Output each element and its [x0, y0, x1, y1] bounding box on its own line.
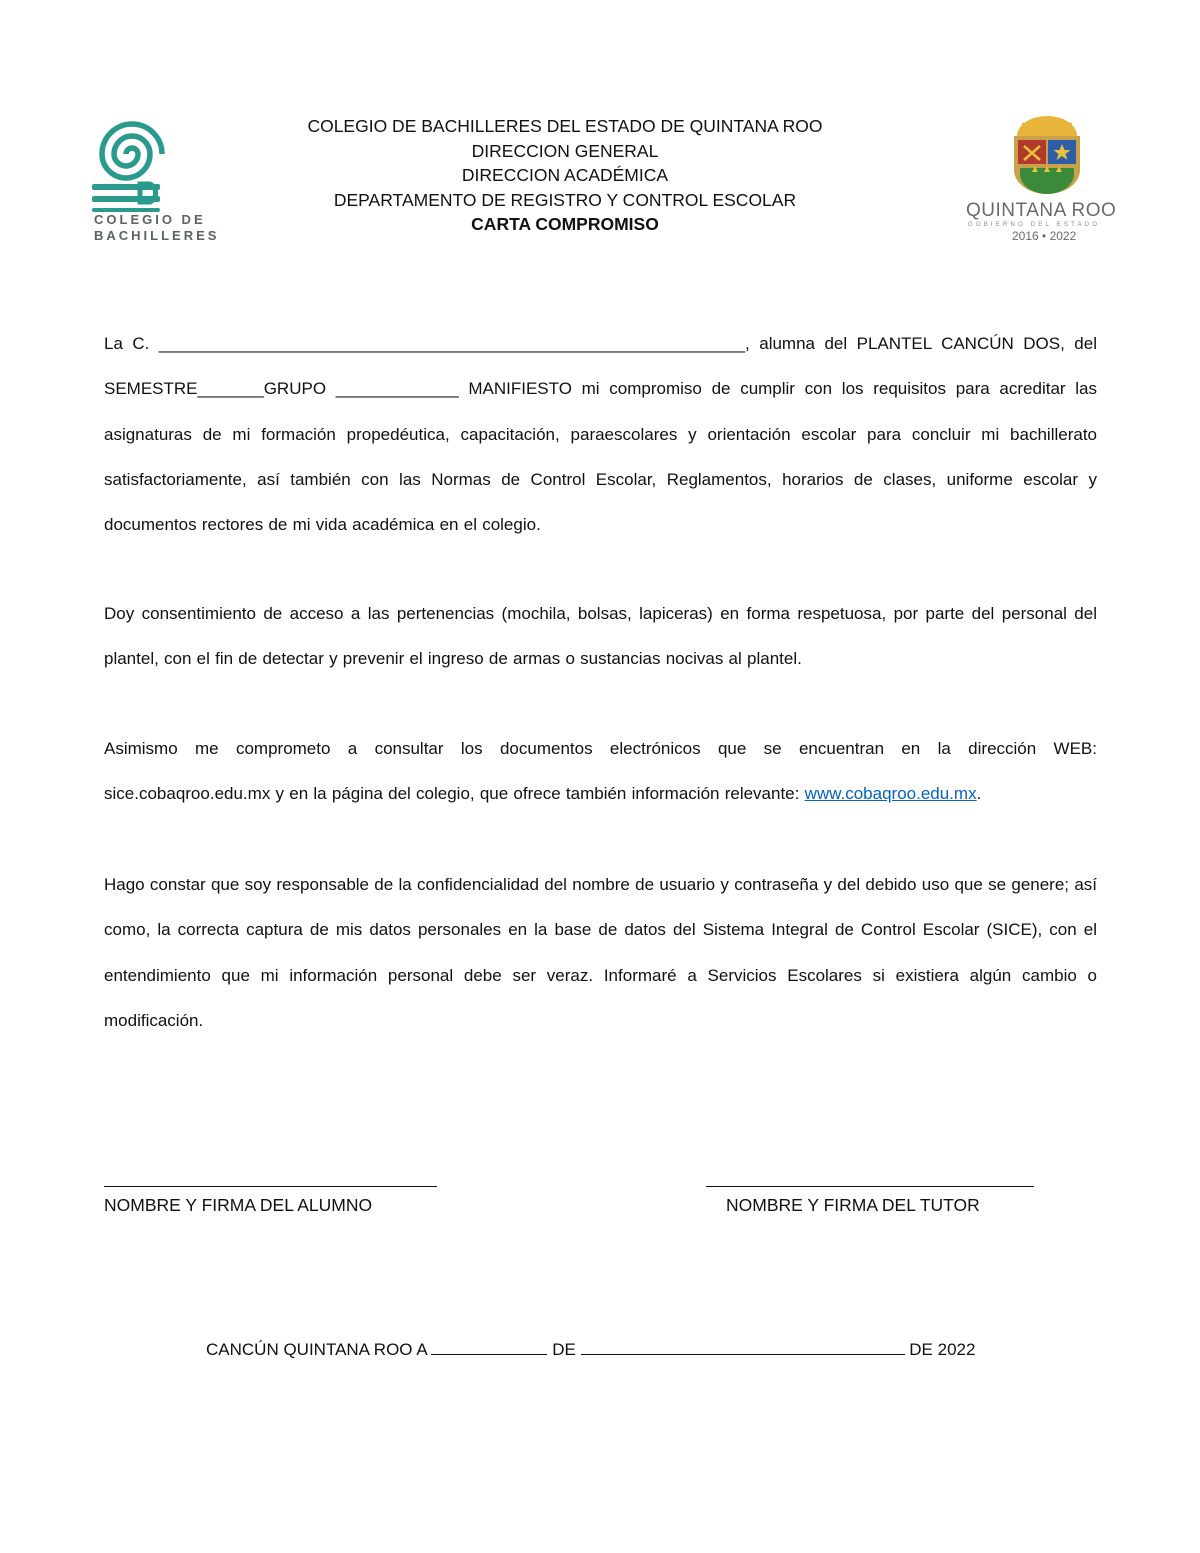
student-signature-label: NOMBRE Y FIRMA DEL ALUMNO: [104, 1195, 373, 1215]
quintana-roo-logo: [962, 110, 1132, 245]
place-prefix: CANCÚN QUINTANA ROO A: [206, 1340, 427, 1359]
paragraph-confidentiality: Hago constar que soy responsable de la confidencialidad del nombre de usuario y contraseña y del debido uso que se genere; así como, la correcta captura de mis datos personales en la base de datos del Sistema Integral de Control Escolar (SICE), con el entendimiento que mi información personal debe ser veraz. Informaré a Servicios Escolares si existiera algún cambio o modificación.: [104, 875, 1097, 1030]
logo-right-state-name: QUINTANA ROO: [966, 200, 1117, 221]
paragraph-consent: Doy consentimiento de acceso a las pertenencias (mochila, bolsas, lapiceras) en forma respetuosa, por parte del personal del plantel, con el fin de detectar y prevenir el ingreso de armas o sustancias nocivas al plantel.: [104, 604, 1097, 669]
logo-left-text: [94, 212, 219, 244]
colegio-bachilleres-logo: [90, 112, 250, 247]
place-middle: DE: [552, 1340, 576, 1359]
header-direction-academic: DIRECCION ACADÉMICA: [461, 165, 669, 185]
logo-left-line2: BACHILLERES: [94, 228, 220, 243]
paragraph-commitment: La C. ______________________________________________________________, alumna del PLANTEL CANCÚN DOS, del SEMESTRE_______GRUPO _____________ MANIFIESTO mi compromiso de cumplir con los requisitos para acreditar las asignaturas de mi formación propedéutica, capacitación, paraescolares y orientación escolar para concluir mi bachillerato satisfactoriamente, así también con las Normas de Control Escolar, Reglamentos, horarios de clases, uniforme escolar y documentos rectores de mi vida académica en el colegio.: [104, 334, 1097, 535]
cobaqroo-website-link[interactable]: www.cobaqroo.edu.mx: [804, 784, 977, 804]
place-date-line: [206, 1340, 975, 1360]
header-direction-general: DIRECCION GENERAL: [471, 140, 659, 161]
place-suffix: DE 2022: [909, 1340, 976, 1359]
paragraph-web-text: Asimismo me comprometo a consultar los documentos electrónicos que se encuentran en la dirección WEB: sice.cobaqroo.edu.mx y en la página del colegio, que ofrece también información relevante:: [104, 739, 1097, 804]
document-title: CARTA COMPROMISO: [471, 214, 659, 234]
student-signature-line: [104, 1168, 437, 1187]
logo-right-subtext: GOBIERNO DEL ESTADO: [968, 222, 1101, 228]
paragraph-web-end: .: [976, 784, 982, 804]
header-department: DEPARTAMENTO DE REGISTRO Y CONTROL ESCOLAR: [333, 189, 797, 210]
day-blank: [431, 1340, 547, 1355]
header-institution: COLEGIO DE BACHILLERES DEL ESTADO DE QUINTANA ROO: [307, 116, 823, 136]
tutor-signature-line: [706, 1168, 1034, 1187]
coat-of-arms-icon: [962, 110, 1132, 200]
spiral-logo-icon: [90, 112, 250, 212]
logo-left-line1: COLEGIO DE: [94, 212, 206, 227]
paragraph-web-documents: [104, 726, 1097, 817]
logo-right-years: 2016 • 2022: [1012, 229, 1077, 243]
document-header: [250, 114, 880, 237]
month-blank: [581, 1340, 905, 1355]
tutor-signature-label: NOMBRE Y FIRMA DEL TUTOR: [726, 1195, 980, 1215]
